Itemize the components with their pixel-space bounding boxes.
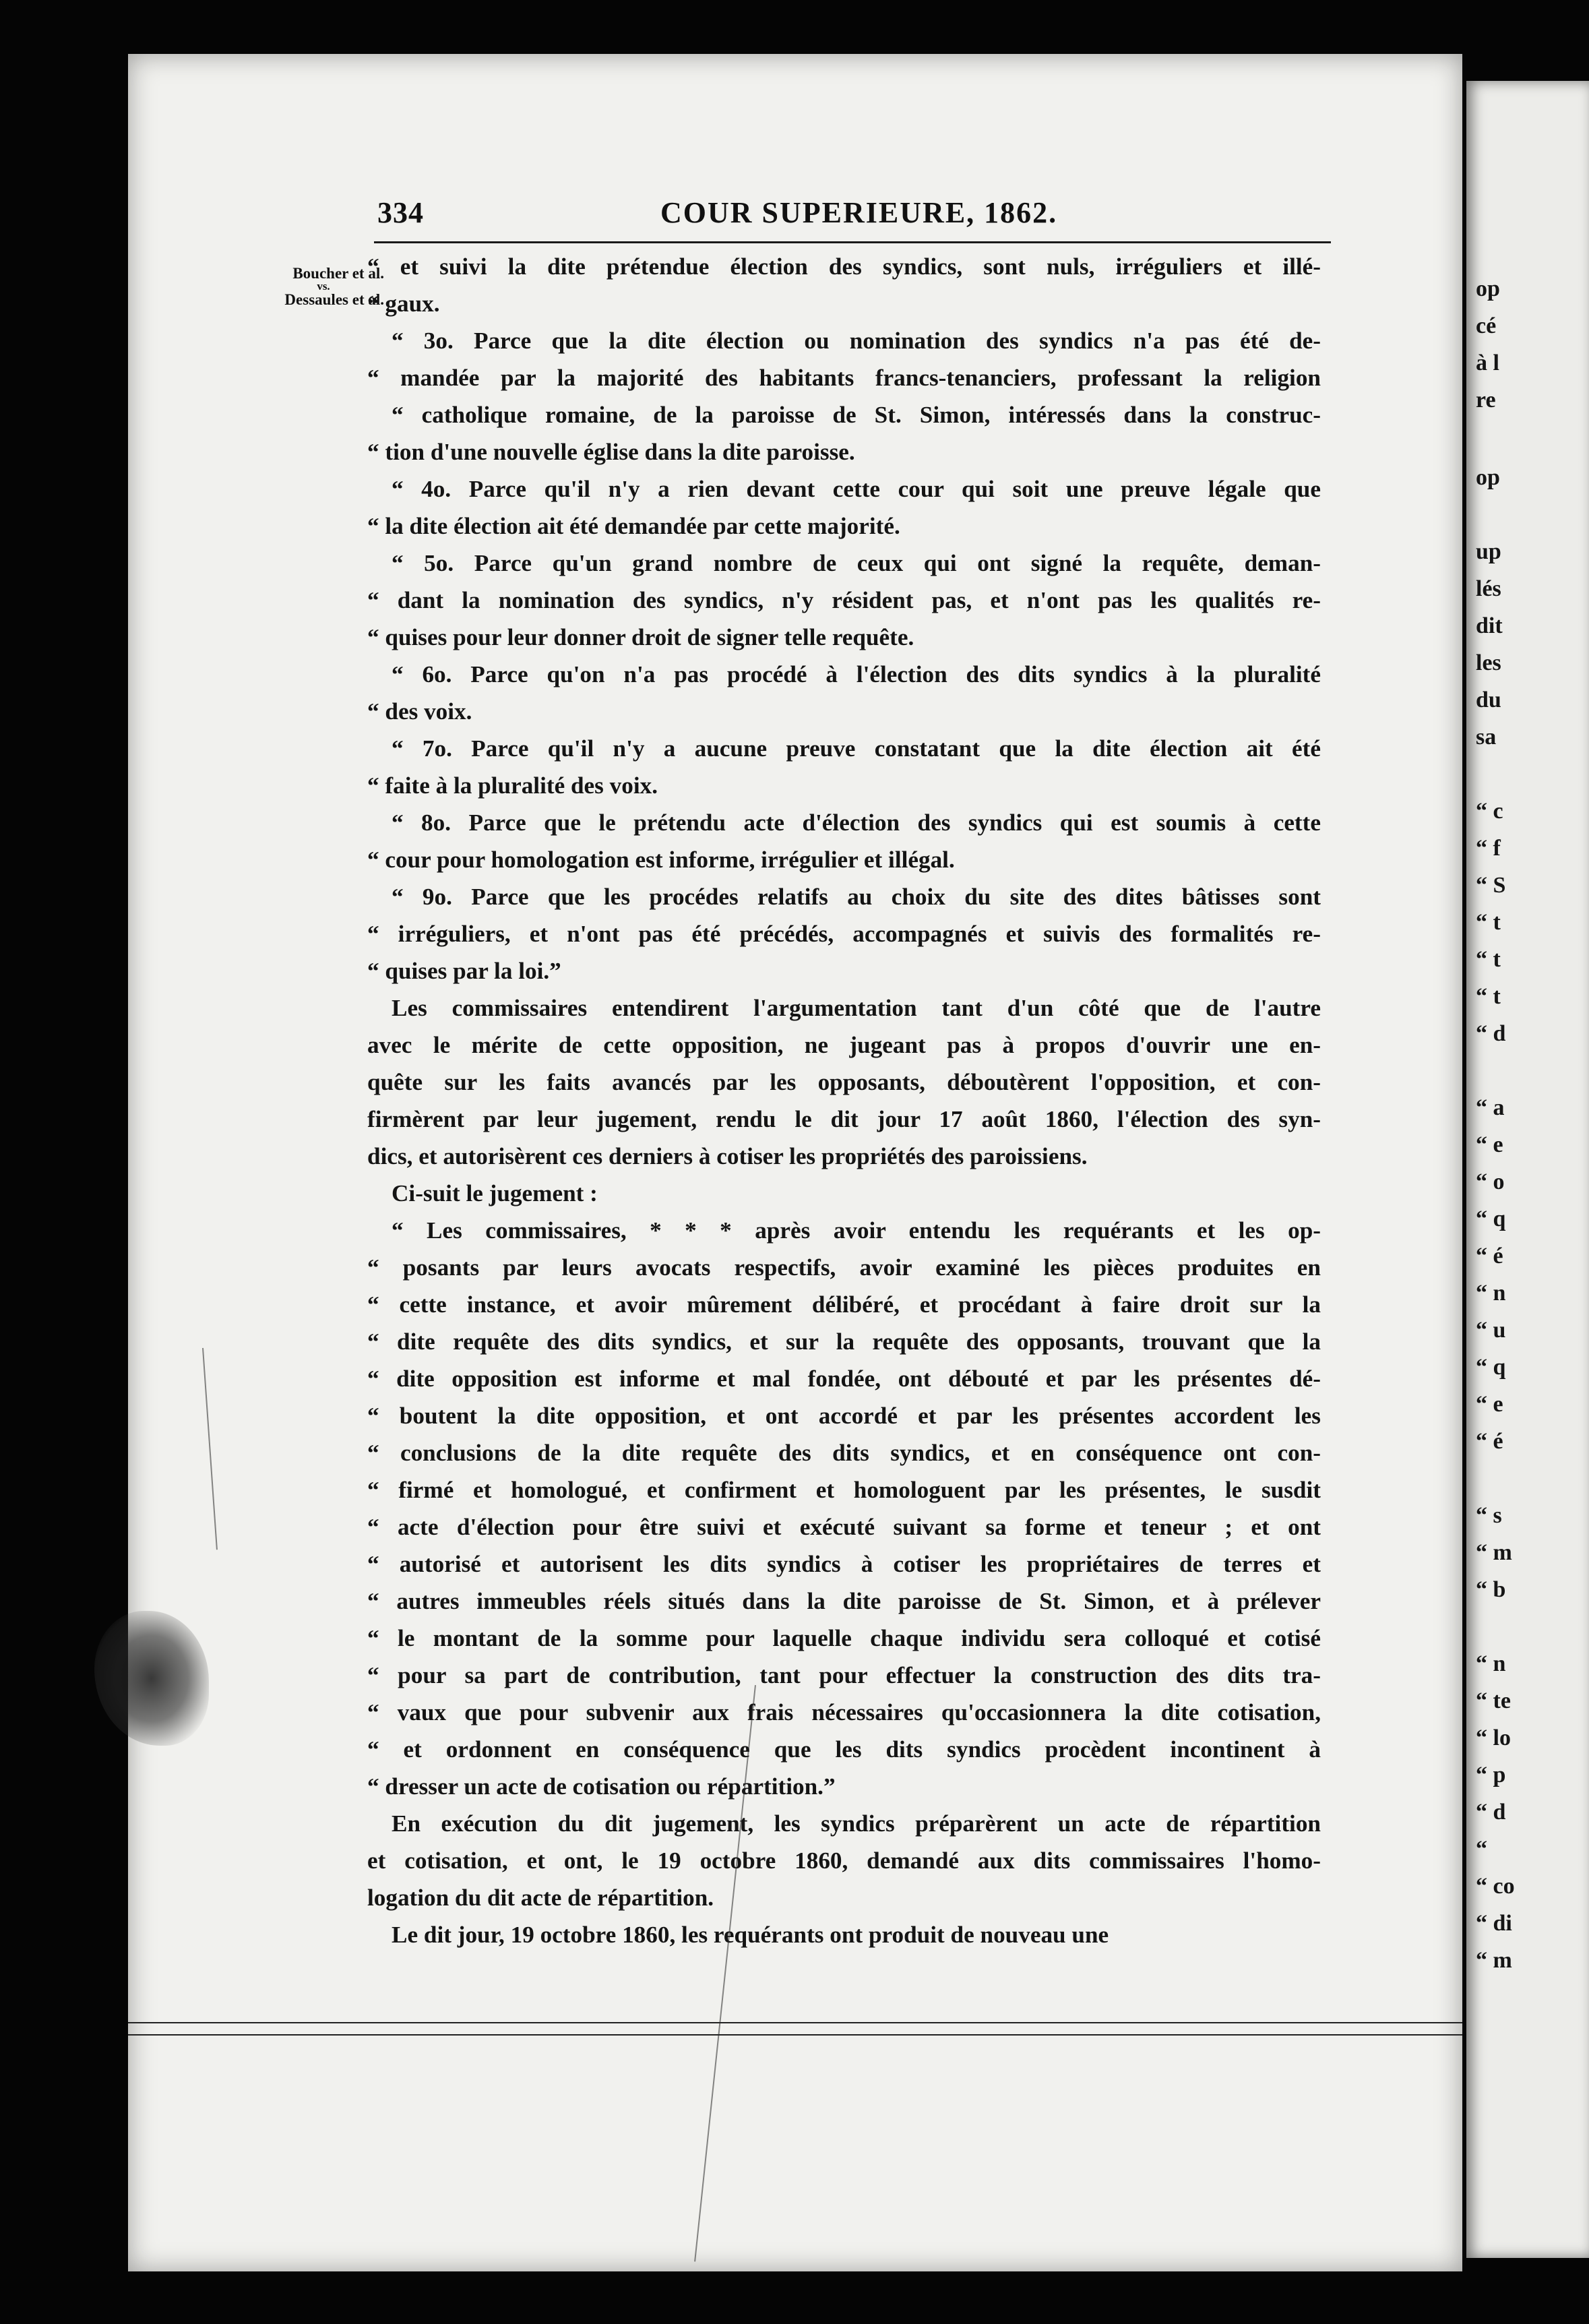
text-line: “ et suivi la dite prétendue élection des syndics, sont nuls, irréguliers et illé- [367,253,1321,280]
text-line: “ dresser un acte de cotisation ou répartition.” [367,1773,836,1800]
text-line: quête sur les faits avancés par les opposants, déboutèrent l'opposition, et con- [367,1069,1321,1095]
facing-page-fragment: “ é [1476,1244,1503,1268]
facing-page-fragment: “ f [1476,836,1501,861]
text-line: “ firmé et homologué, et confirment et homologuent par les présentes, le susdit [367,1477,1321,1503]
text-line: “ quises pour leur donner droit de signer telle requête. [367,624,914,650]
text-line: firmèrent par leur jugement, rendu le dit jour 17 août 1860, l'élection des syn- [367,1106,1321,1132]
text-line: En exécution du dit jugement, les syndics préparèrent un acte de répartition [392,1810,1321,1837]
text-line: “ la dite élection ait été demandée par cette majorité. [367,513,900,539]
facing-page-fragment: “ [1476,1837,1487,1862]
text-line: “ irréguliers, et n'ont pas été précédés, accompagnés et suivis des formalités re- [367,921,1321,947]
body-text [367,248,1321,1953]
text-line: “ le montant de la somme pour laquelle chaque individu sera colloqué et cotisé [367,1625,1321,1651]
facing-page-fragment: “ t [1476,984,1501,1009]
text-line: logation du dit acte de répartition. [367,1885,714,1911]
facing-page-fragment: les [1476,650,1501,675]
facing-page-fragment: “ e [1476,1392,1503,1417]
text-line: “ dite requête des dits syndics, et sur la requête des opposants, trouvant que la [367,1328,1321,1355]
facing-page-fragment: “ m [1476,1540,1512,1565]
facing-page-fragment: “ é [1476,1429,1503,1454]
text-line: “ autorisé et autorisent les dits syndics à cotiser les propriétaires de terres et [367,1551,1321,1577]
facing-page-fragment: “ p [1476,1763,1506,1787]
text-line: “ pour sa part de contribution, tant pour effectuer la construction des dits tra- [367,1662,1321,1688]
text-line: “ 7o. Parce qu'il n'y a aucune preuve constatant que la dite élection ait été [392,735,1321,762]
text-line: “ catholique romaine, de la paroisse de St. Simon, intéressés dans la construc- [392,402,1321,428]
text-line: “ gaux. [367,290,440,317]
page-number: 334 [377,196,424,229]
facing-page-fragment: “ c [1476,799,1503,824]
facing-page-fragment: “ b [1476,1577,1506,1602]
facing-page-fragment: à l [1476,350,1499,375]
text-line: Les commissaires entendirent l'argumentation tant d'un côté que de l'autre [392,995,1321,1021]
facing-page-fragment: “ s [1476,1503,1502,1528]
facing-page-fragment: “ q [1476,1206,1506,1231]
text-line: dics, et autorisèrent ces derniers à cotiser les propriétés des paroissiens. [367,1143,1088,1169]
text-line: “ acte d'élection pour être suivi et exécuté suivant sa forme et teneur ; et ont [367,1514,1321,1540]
footer-rule-bottom [128,2034,1462,2036]
margin-note-vs: vs. [317,280,330,293]
text-line: “ 8o. Parce que le prétendu acte d'élection des syndics qui est soumis à cette [392,809,1321,836]
text-line: “ 5o. Parce qu'un grand nombre de ceux qui ont signé la requête, deman- [392,550,1321,576]
facing-page-fragment: “ di [1476,1911,1512,1936]
text-line: “ 6o. Parce qu'on n'a pas procédé à l'élection des dits syndics à la pluralité [392,661,1321,687]
facing-page-fragment: “ m [1476,1948,1512,1973]
text-line: “ et ordonnent en conséquence que les dits syndics procèdent incontinent à [367,1736,1321,1763]
facing-page-fragment: op [1476,276,1500,301]
text-line: “ tion d'une nouvelle église dans la dite paroisse. [367,439,855,465]
text-line: avec le mérite de cette opposition, ne jugeant pas à propos d'ouvrir une en- [367,1032,1321,1058]
facing-page-fragment: “ co [1476,1874,1515,1899]
facing-page-fragment: “ o [1476,1169,1505,1194]
text-line: Le dit jour, 19 octobre 1860, les requérants ont produit de nouveau une [392,1922,1109,1948]
text-line: “ cour pour homologation est informe, irrégulier et illégal. [367,847,955,873]
facing-page-edge [1466,81,1589,2258]
text-line: Ci-suit le jugement : [392,1180,598,1206]
text-line: “ cette instance, et avoir mûrement délibéré, et procédant à faire droit sur la [367,1291,1321,1318]
text-line: “ vaux que pour subvenir aux frais nécessaires qu'occasionnera la dite cotisation, [367,1699,1321,1725]
facing-page-fragment: du [1476,687,1501,712]
facing-page-fragment: lés [1476,576,1501,601]
facing-page-fragment: “ d [1476,1021,1506,1046]
facing-page-fragment: dit [1476,613,1503,638]
facing-page-fragment: sa [1476,725,1497,750]
margin-note [202,264,384,309]
text-line: “ Les commissaires, * * * après avoir entendu les requérants et les op- [392,1217,1321,1244]
facing-page-fragment: “ d [1476,1800,1506,1825]
text-line: “ faite à la pluralité des voix. [367,772,658,799]
running-head: COUR SUPERIEURE, 1862. [660,196,1058,229]
text-line: “ mandée par la majorité des habitants francs-tenanciers, professant la religion [367,365,1321,391]
facing-page-fragment: cé [1476,313,1497,338]
text-line: “ des voix. [367,698,472,725]
text-line: “ 4o. Parce qu'il n'y a rien devant cette cour qui soit une preuve légale que [392,476,1321,502]
margin-note-defendant: Dessaules et al. [284,291,384,308]
facing-page-fragment: re [1476,388,1496,412]
text-line: “ conclusions de la dite requête des dits syndics, et en conséquence ont con- [367,1440,1321,1466]
facing-page-fragment: “ S [1476,873,1506,898]
facing-page-fragment: “ q [1476,1355,1506,1380]
facing-page-fragment: “ u [1476,1318,1506,1343]
facing-page-fragment: “ lo [1476,1725,1511,1750]
text-line: et cotisation, et ont, le 19 octobre 1860, demandé aux dits commissaires l'homo- [367,1847,1321,1874]
facing-page-fragment: “ n [1476,1651,1506,1676]
margin-note-plaintiff: Boucher et al. [292,265,384,282]
facing-page-fragment: “ a [1476,1095,1505,1120]
text-line: “ autres immeubles réels situés dans la dite paroisse de St. Simon, et à prélever [367,1588,1321,1614]
text-line: “ posants par leurs avocats respectifs, avoir examiné les pièces produites en [367,1254,1321,1281]
facing-page-fragment: “ te [1476,1688,1511,1713]
page-header [377,195,1334,243]
header-rule [374,241,1331,243]
text-line: “ dite opposition est informe et mal fondée, ont débouté et par les présentes dé- [367,1366,1321,1392]
facing-page-fragment: op [1476,465,1500,490]
facing-page-fragment: “ e [1476,1132,1503,1157]
text-line: “ quises par la loi.” [367,958,561,984]
facing-page-fragment: “ t [1476,947,1501,972]
facing-page-fragment: “ t [1476,910,1501,935]
text-line: “ boutent la dite opposition, et ont accordé et par les présentes accordent les [367,1403,1321,1429]
text-line: “ dant la nomination des syndics, n'y résident pas, et n'ont pas les qualités re- [367,587,1321,613]
facing-page-fragment: up [1476,539,1501,564]
text-line: “ 3o. Parce que la dite élection ou nomination des syndics n'a pas été de- [392,328,1321,354]
footer-rule-top [128,2022,1462,2023]
facing-page-fragment: “ n [1476,1281,1506,1306]
text-line: “ 9o. Parce que les procédes relatifs au choix du site des dites bâtisses sont [392,884,1321,910]
